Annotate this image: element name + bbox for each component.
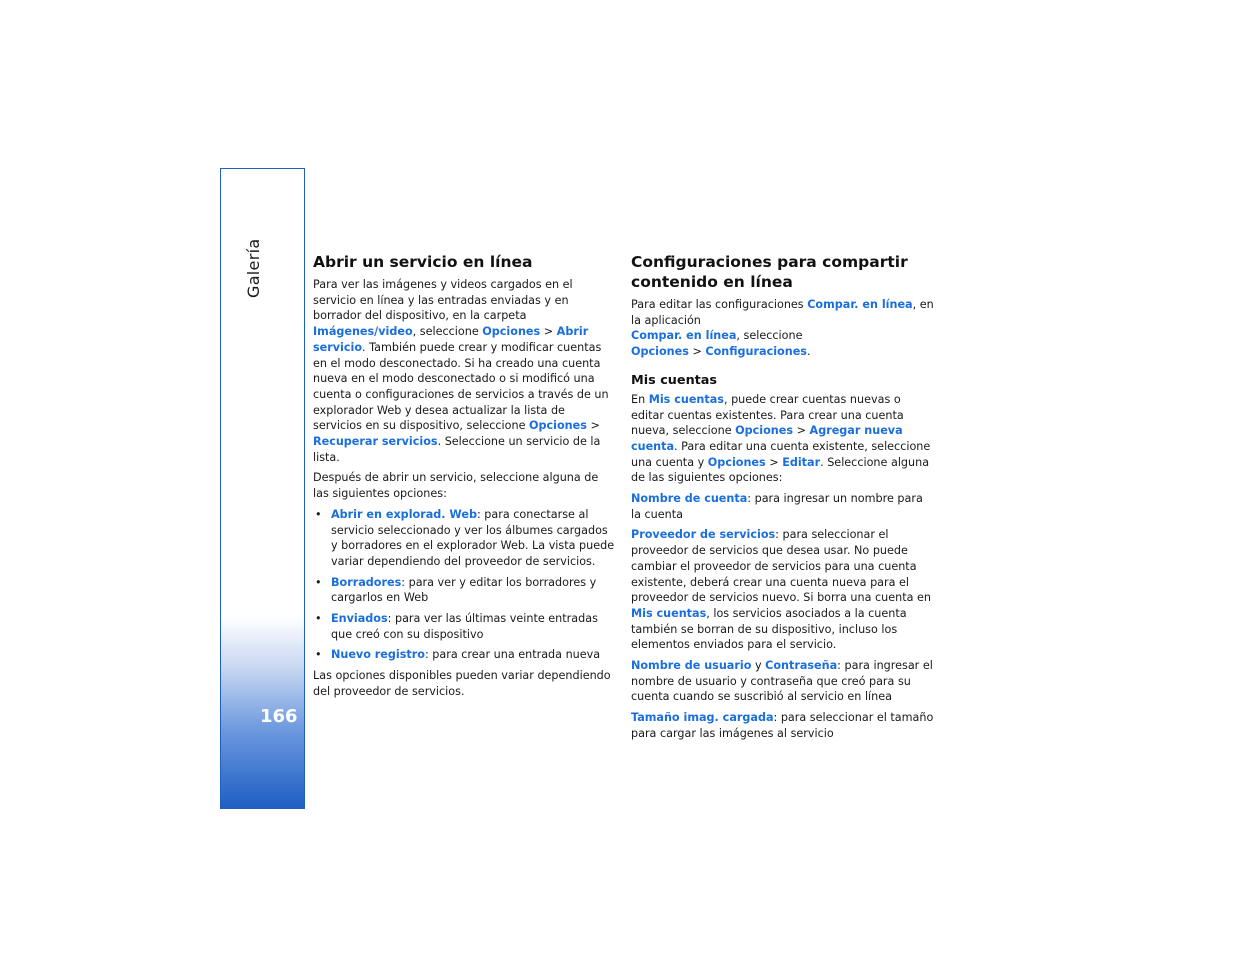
bullet-icon: • — [315, 612, 322, 626]
link-new-entry: Nuevo registro — [331, 648, 425, 662]
subsection-title-my-accounts: Mis cuentas — [631, 372, 718, 388]
left-column — [313, 252, 615, 705]
link-my-accounts: Mis cuentas — [631, 606, 707, 620]
section-title-open-service: Abrir un servicio en línea — [313, 253, 533, 271]
bullet-icon: • — [315, 507, 322, 521]
link-options: Opciones — [631, 345, 689, 359]
list-item: • Abrir en explorad. Web: para conectarse al servicio seleccionado y ver los álbumes cargados y borradores en el explorador Web. La vista puede variar dependiendo del proveedor de servicios. — [315, 507, 615, 568]
paragraph-my-accounts: En Mis cuentas, puede crear cuentas nuevas o editar cuentas existentes. Para crear una cuenta nueva, seleccione Opciones > Agregar nueva cuenta. Para editar una cuenta existente, seleccione una cuenta y Opciones > Editar. Seleccione alguna de las siguientes opciones: — [631, 392, 931, 485]
paragraph-note: Las opciones disponibles pueden variar dependiendo del proveedor de servicios. — [313, 669, 611, 698]
link-open-browser: Abrir en explorad. Web — [331, 507, 477, 521]
bullet-icon: • — [315, 575, 322, 589]
list-item: • Enviados: para ver las últimas veinte entradas que creó con su dispositivo — [315, 612, 598, 641]
paragraph-account-name: Nombre de cuenta: para ingresar un nombre para la cuenta — [631, 492, 923, 521]
list-item: • Borradores: para ver y editar los borradores y cargarlos en Web — [315, 575, 597, 605]
link-account-name: Nombre de cuenta — [631, 492, 748, 506]
link-upload-image-size: Tamaño imag. cargada — [631, 711, 774, 725]
paragraph-after-open: Después de abrir un servicio, seleccione alguna de las siguientes opciones: — [313, 471, 599, 501]
paragraph-open-service: Para ver las imágenes y videos cargados en el servicio en línea y las entradas enviadas y en borrador del dispositivo, en la carpeta Imágenes/video, seleccione Opciones > Abrir servicio. También puede crear y modificar cuentas en el modo desconectado. Si ha creado una cuenta nueva en el modo desconectado o si modificó una cuenta o configuraciones de servicios a través de un explorador Web y desea actualizar la lista de servicios en su dispositivo, seleccione Opciones > Recuperar servicios. Seleccione un servicio de la lista. — [313, 278, 609, 464]
paragraph-service-provider: Proveedor de servicios: para seleccionar el proveedor de servicios que desea usar. No puede cambiar el proveedor de servicios para una cuenta existente, deberá crear una cuenta nueva para el proveedor de servicios nuevo. Si borra una cuenta en Mis cuentas, los servicios asociados a la cuenta también se borran de su dispositivo, incluso los elementos enviados para el servicio. — [631, 528, 932, 652]
link-sent: Enviados — [331, 612, 388, 626]
link-my-accounts: Mis cuentas — [648, 392, 724, 406]
bullet-icon: • — [315, 648, 322, 662]
right-column — [631, 252, 934, 747]
link-open-service: Abrir servicio — [313, 325, 589, 354]
link-retrieve-services: Recuperar servicios — [313, 435, 438, 449]
link-options: Opciones — [735, 424, 794, 438]
section-label: Galería — [244, 238, 263, 298]
section-title-settings: Configuraciones para compartir contenido en línea — [631, 253, 908, 291]
options-list — [313, 507, 615, 663]
page-number: 166 — [260, 706, 298, 727]
link-online-share: Compar. en línea — [631, 329, 737, 343]
link-online-share: Compar. en línea — [807, 298, 913, 311]
link-password: Contraseña — [765, 659, 838, 673]
link-options: Opciones — [707, 455, 766, 469]
link-username: Nombre de usuario — [631, 659, 752, 673]
link-settings: Configuraciones — [705, 345, 807, 359]
link-options: Opciones — [482, 325, 541, 339]
paragraph-settings: Para editar las configuraciones Compar. en línea, en la aplicación Compar. en línea, seleccione Opciones > Configuraciones. — [631, 298, 934, 359]
list-item: • Nuevo registro: para crear una entrada nueva — [315, 648, 601, 662]
paragraph-username-password: Nombre de usuario y Contraseña: para ingresar el nombre de usuario y contraseña que creó para su cuenta cuando se suscribió al servicio en línea — [631, 659, 933, 704]
link-edit: Editar — [782, 455, 821, 469]
paragraph-upload-size: Tamaño imag. cargada: para seleccionar el tamaño para cargar las imágenes al servicio — [631, 711, 934, 740]
link-images-video: Imágenes/video — [313, 325, 413, 339]
link-options: Opciones — [529, 419, 587, 433]
link-add-account: Agregar nueva cuenta — [631, 424, 903, 453]
link-drafts: Borradores — [331, 575, 402, 589]
link-service-provider: Proveedor de servicios — [631, 528, 776, 542]
